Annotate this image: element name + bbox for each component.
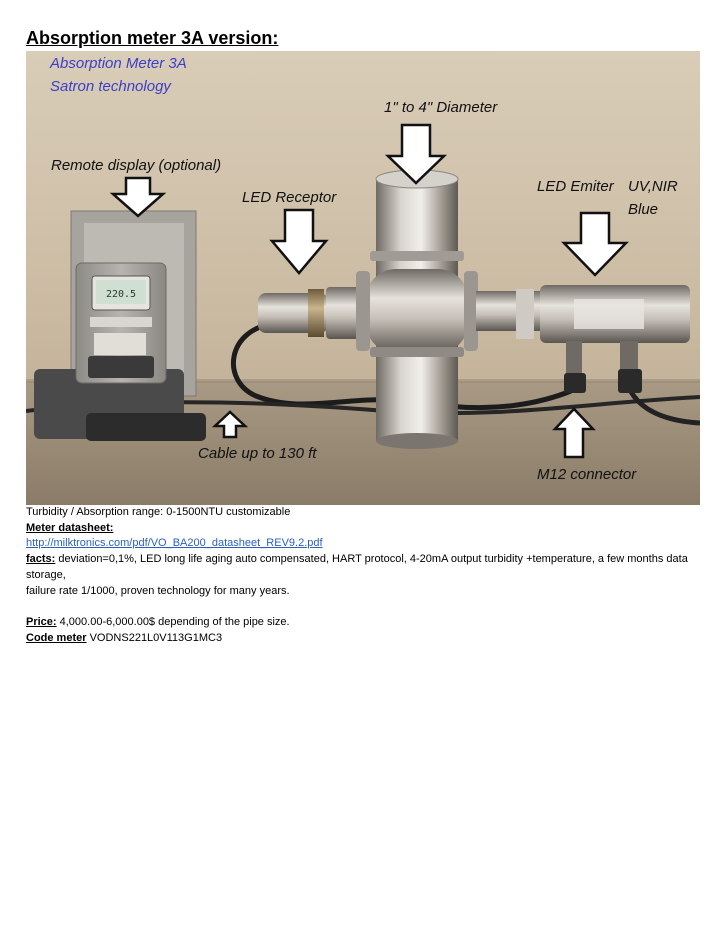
- datasheet-link[interactable]: http://milktronics.com/pdf/VO_BA200_datasheet_REV9.2.pdf: [26, 537, 323, 550]
- annotation-m12: M12 connector: [537, 466, 637, 483]
- code-label: Code meter: [26, 631, 87, 644]
- description: [26, 505, 706, 646]
- annotation-title-line1: Absorption Meter 3A: [50, 55, 187, 72]
- range-line: Turbidity / Absorption range: 0-1500NTU customizable: [26, 506, 291, 518]
- code-text: VODNS221L0V113G1MC3: [86, 631, 223, 644]
- annotation-blue: Blue: [628, 201, 659, 218]
- price-text: 4,000.00-6,000.00$ depending of the pipe size.: [56, 615, 290, 628]
- facts-text: deviation=0,1%, LED long life aging auto compensated, HART protocol, 4-20mA output turbidity +temperature, a few months data storage,: [26, 553, 688, 581]
- annotation-remote-display: Remote display (optional): [51, 157, 222, 174]
- annotation-diameter: 1" to 4" Diameter: [384, 99, 498, 116]
- annotation-cable: Cable up to 130 ft: [198, 445, 317, 462]
- datasheet-label: Meter datasheet:: [26, 521, 114, 534]
- led-receptor-device: [258, 287, 360, 339]
- annotation-led-emiter: LED Emiter: [537, 178, 614, 195]
- display-reading: 220.5: [105, 289, 137, 300]
- price-label: Price:: [26, 615, 57, 628]
- photo-illustration: [26, 51, 700, 505]
- page-heading: Absorption meter 3A version:: [26, 28, 279, 48]
- annotation-uv-nir: UV,NIR: [628, 178, 678, 195]
- product-photo: [26, 51, 700, 505]
- facts-label: facts:: [26, 553, 56, 566]
- annotation-title-line2: Satron technology: [50, 78, 171, 95]
- annotation-led-receptor: LED Receptor: [242, 189, 337, 206]
- facts-line2: failure rate 1/1000, proven technology for many years.: [26, 584, 290, 597]
